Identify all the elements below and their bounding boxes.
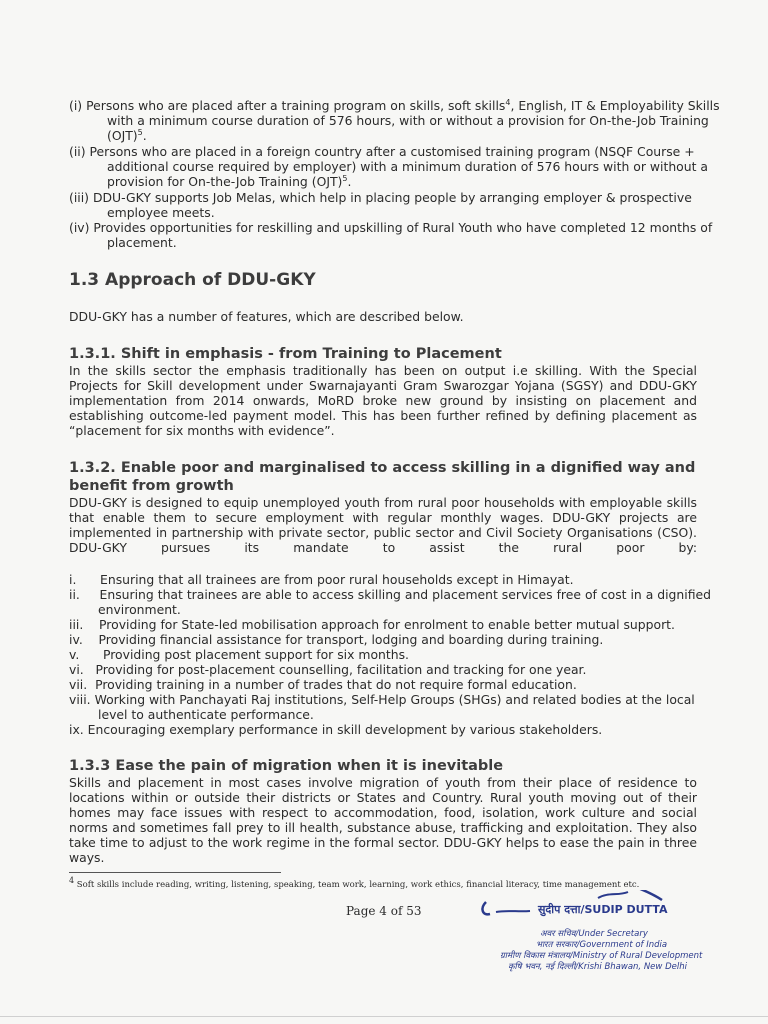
- footnote-text: Soft skills include reading, writing, listening, speaking, team work, learning, work ethics, financial literacy, time management etc.: [74, 880, 640, 890]
- section-heading: 1.3 Approach of DDU-GKY: [69, 270, 316, 290]
- approach-list-item: [69, 632, 726, 647]
- subsection-heading: 1.3.2. Enable poor and marginalised to access skilling in a dignified way and: [69, 460, 696, 476]
- subsection-heading: 1.3.3 Ease the pain of migration when it is inevitable: [69, 758, 504, 774]
- list-number: ix.: [69, 722, 84, 737]
- signatory-ministry: ग्रामीण विकास मंत्रालय/Ministry of Rural Development: [500, 951, 703, 961]
- subsection-heading-cont: benefit from growth: [69, 478, 234, 494]
- page-bottom-edge: [0, 1016, 768, 1017]
- list-text: Provides opportunities for reskilling and upskilling of Rural Youth who have completed 12 months of placement.: [93, 220, 713, 250]
- list-text: Persons who are placed in a foreign country after a customised training program (NSQF Course + additional course required by employer) with a minimum duration of 576 hours with or without a provision for On-the-Job Training (OJT): [89, 144, 708, 189]
- intro-list-item: [69, 190, 735, 220]
- footnote-divider: [69, 872, 281, 873]
- subsection-body: Skills and placement in most cases involve migration of youth from their place of residence to locations within or outside their districts or States and Country. Rural youth moving out of their homes may face issues with respect to accommodation, food, isolation, work culture and social norms and sometimes fall prey to ill health, substance abuse, trafficking and exploitation. They also take time to adjust to the work regime in the formal sector. DDU-GKY helps to ease the pain in three ways.: [69, 775, 697, 865]
- list-text: Providing for post-placement counselling, facilitation and tracking for one year.: [95, 662, 587, 677]
- list-text: Persons who are placed after a training program on skills, soft skills: [86, 98, 506, 113]
- footnote-mark: 4: [69, 876, 75, 886]
- list-text: Providing training in a number of trades that do not require formal education.: [95, 677, 577, 692]
- list-number: (iii): [69, 190, 89, 205]
- subsection-body: DDU-GKY is designed to equip unemployed youth from rural poor households with employable skills that enable them to secure employment with regular monthly wages. DDU-GKY projects are implemented in partnership with private sector, public sector and Civil Society Organisations (CSO). DDU-GKY pursues its mandate to assist the rural poor by:: [69, 495, 697, 555]
- list-number: (ii): [69, 144, 86, 159]
- list-text: Working with Panchayati Raj institutions, Self-Help Groups (SHGs) and related bodies at the local level to authenticate performance.: [94, 692, 695, 722]
- list-text: Providing for State-led mobilisation approach for enrolment to enable better mutual support.: [99, 617, 675, 632]
- list-number: vi.: [69, 662, 84, 677]
- list-number: viii.: [69, 692, 91, 707]
- approach-list-item: [69, 692, 726, 722]
- list-text: Encouraging exemplary performance in skill development by various stakeholders.: [87, 722, 603, 737]
- list-number: (i): [69, 98, 83, 113]
- list-text: DDU-GKY supports Job Melas, which help in placing people by arranging employer & prospective employee meets.: [92, 190, 692, 220]
- approach-list-item: [69, 647, 726, 662]
- intro-list-item: [69, 144, 735, 189]
- list-number: iii.: [69, 617, 84, 632]
- intro-list-item: [69, 98, 735, 143]
- approach-list-item: [69, 662, 726, 677]
- footnote-ref: 5: [342, 173, 348, 183]
- list-number: ii.: [69, 587, 80, 602]
- intro-list-item: [69, 220, 735, 250]
- footnote: [69, 876, 669, 890]
- signatory-address: कृषि भवन, नई दिल्ली/Krishi Bhawan, New Delhi: [508, 962, 687, 972]
- list-number: vii.: [69, 677, 88, 692]
- approach-list-item: [69, 722, 697, 737]
- list-number: (iv): [69, 220, 90, 235]
- subsection-body: In the skills sector the emphasis traditionally has been on output i.e skilling. With the Special Projects for Skill development under Swarnajayanti Gram Swarozgar Yojana (SGSY) and DDU-GKY implementation from 2014 onwards, MoRD broke new ground by insisting on placement and establishing outcome-led payment model. This has been further refined by defining placement as “placement for six months with evidence”.: [69, 363, 697, 438]
- list-text: Ensuring that all trainees are from poor rural households except in Himayat.: [100, 572, 574, 587]
- page-number: Page 4 of 53: [346, 904, 422, 918]
- list-number: v.: [69, 647, 80, 662]
- signatory-name: सुदीप दत्ता/SUDIP DUTTA: [538, 903, 668, 916]
- subsection-heading: 1.3.1. Shift in emphasis - from Training to Placement: [69, 346, 502, 362]
- section-intro: DDU-GKY has a number of features, which are described below.: [69, 309, 464, 324]
- footnote-ref: 5: [137, 127, 143, 137]
- official-stamp: [478, 890, 708, 980]
- list-text: .: [347, 174, 352, 189]
- signatory-govt: भारत सरकार/Government of India: [536, 940, 668, 950]
- list-text: Ensuring that trainees are able to access skilling and placement services free of cost in a dignified environment.: [98, 587, 711, 617]
- approach-list-item: [69, 677, 726, 692]
- approach-list-item: [69, 572, 726, 587]
- signatory-title: अवर सचिव/Under Secretary: [540, 929, 648, 939]
- footnote-ref: 4: [505, 97, 511, 107]
- list-text: , English, IT & Employability Skills with a minimum course duration of 576 hours, with or without a provision for On-the-Job Training (OJT): [107, 98, 720, 143]
- list-text: Providing financial assistance for transport, lodging and boarding during training.: [98, 632, 604, 647]
- list-number: i.: [69, 572, 77, 587]
- list-text: .: [142, 128, 147, 143]
- list-number: iv.: [69, 632, 83, 647]
- list-text: Providing post placement support for six months.: [102, 647, 409, 662]
- approach-list-item: [69, 587, 726, 617]
- approach-list-item: [69, 617, 726, 632]
